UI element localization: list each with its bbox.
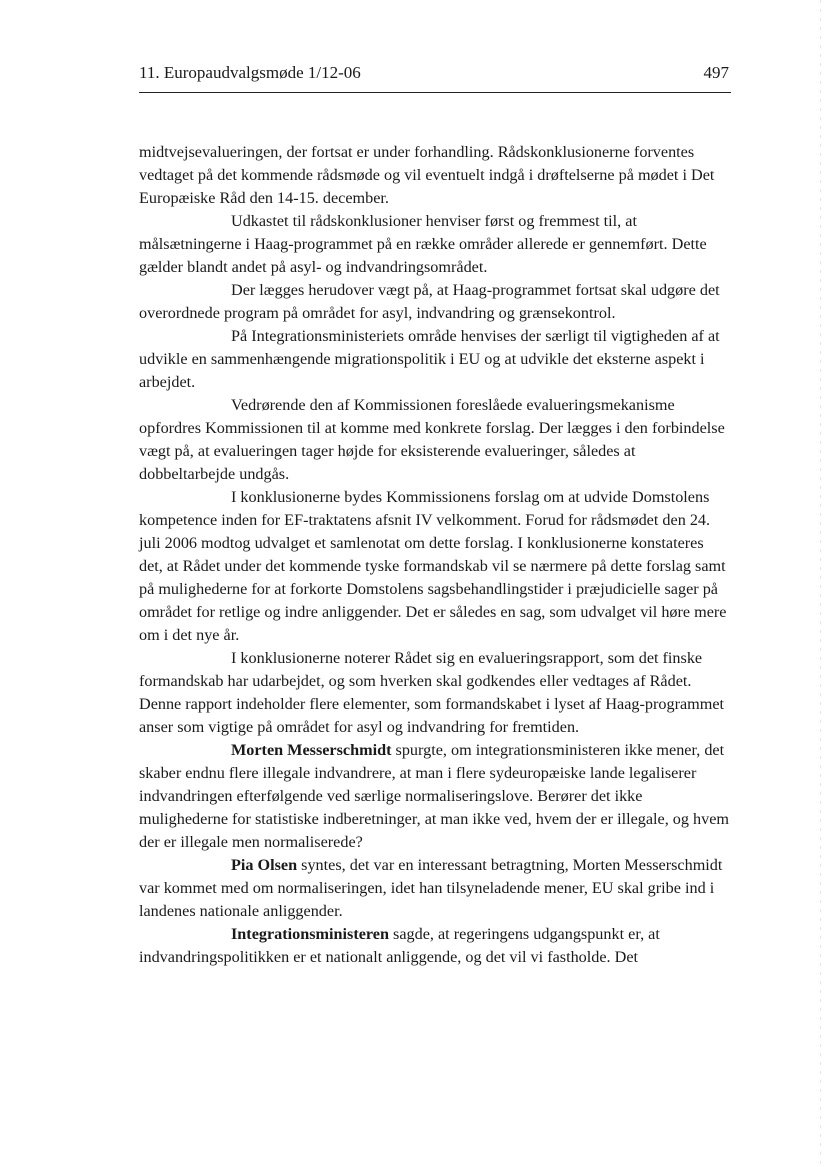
- paragraph-text: I konklusionerne noterer Rådet sig en evalueringsrapport, som det finske formandskab har udarbejdet, og som hverken skal godkendes eller vedtages af Rådet. Denne rapport indeholder flere elementer, som formandskabet i lyset af Haag-programmet anser som vigtige på området for asyl og indvandring for fremtiden.: [139, 649, 725, 736]
- speaker-name: Pia Olsen: [231, 856, 298, 874]
- paragraph-text: Der lægges herudover vægt på, at Haag-programmet fortsat skal udgøre det overordnede program på området for asyl, indvandring og grænsekontrol.: [139, 281, 720, 322]
- page-number: 497: [703, 63, 729, 82]
- paragraph: [139, 394, 731, 486]
- paragraph: [139, 325, 731, 394]
- speaker-name: Integrationsministeren: [231, 925, 389, 943]
- page-header: [139, 62, 731, 86]
- paragraph: [139, 141, 731, 210]
- scan-edge-artifact: [820, 0, 821, 1167]
- body-text: [139, 141, 731, 969]
- paragraph: [139, 647, 731, 739]
- paragraph-text: I konklusionerne bydes Kommissionens forslag om at udvide Domstolens kompetence inden for EF-traktatens afsnit IV velkomment. Forud for rådsmødet den 24. juli 2006 modtog udvalget et samlenotat om dette forslag. I konklusionerne konstateres det, at Rådet under det kommende tyske formandskab vil se nærmere på dette forslag samt på mulighederne for at forkorte Domstolens sagsbehandlingstider i præjudicielle sager på området for retlige og indre anliggender. Det er således en sag, som udvalget vil høre mere om i det nye år.: [139, 488, 727, 644]
- paragraph-text: Udkastet til rådskonklusioner henviser først og fremmest til, at målsætningerne i Haag-programmet på en række områder allerede er gennemført. Dette gælder blandt andet på asyl- og indvandringsområdet.: [139, 212, 707, 276]
- paragraph: [139, 210, 731, 279]
- paragraph: [139, 486, 731, 647]
- paragraph-text: syntes, det var en interessant betragtning, Morten Messerschmidt var kommet med om normaliseringen, idet han tilsyneladende mener, EU skal gribe ind i landenes nationale anliggender.: [139, 856, 723, 920]
- paragraph-text: På Integrationsministeriets område henvises der særligt til vigtigheden af at udvikle en sammenhængende migrationspolitik i EU og at udvikle det eksterne aspekt i arbejdet.: [139, 327, 720, 391]
- paragraph-text: Vedrørende den af Kommissionen foreslåede evalueringsmekanisme opfordres Kommissionen til at komme med konkrete forslag. Der lægges i den forbindelse vægt på, at evalueringen tager højde for eksisterende evalueringer, således at dobbeltarbejde undgås.: [139, 396, 725, 483]
- speaker-name: Morten Messerschmidt: [231, 741, 392, 759]
- speaker-paragraph: [139, 739, 731, 854]
- speaker-paragraph: [139, 854, 731, 923]
- paragraph: [139, 279, 731, 325]
- paragraph-text: midtvejsevalueringen, der fortsat er under forhandling. Rådskonklusionerne forventes vedtaget på det kommende rådsmøde og vil eventuelt indgå i drøftelserne på mødet i Det Europæiske Råd den 14-15. december.: [139, 143, 715, 207]
- header-rule: [139, 92, 731, 93]
- speaker-paragraph: [139, 923, 731, 969]
- paragraph-text: spurgte, om integrationsministeren ikke mener, det skaber endnu flere illegale indvandrere, at man i flere sydeuropæiske lande legaliserer indvandringen efterfølgende ved særlige normaliseringslove. Berører det ikke mulighederne for statistiske indberetninger, at man ikke ved, hvem der er illegale, og hvem der er illegale men normaliserede?: [139, 741, 730, 851]
- header-title: 11. Europaudvalgsmøde 1/12-06: [139, 63, 361, 82]
- paragraph-text: sagde, at regeringens udgangspunkt er, at indvandringspolitikken er et nationalt anliggende, og det vil vi fastholde. Det: [139, 925, 660, 966]
